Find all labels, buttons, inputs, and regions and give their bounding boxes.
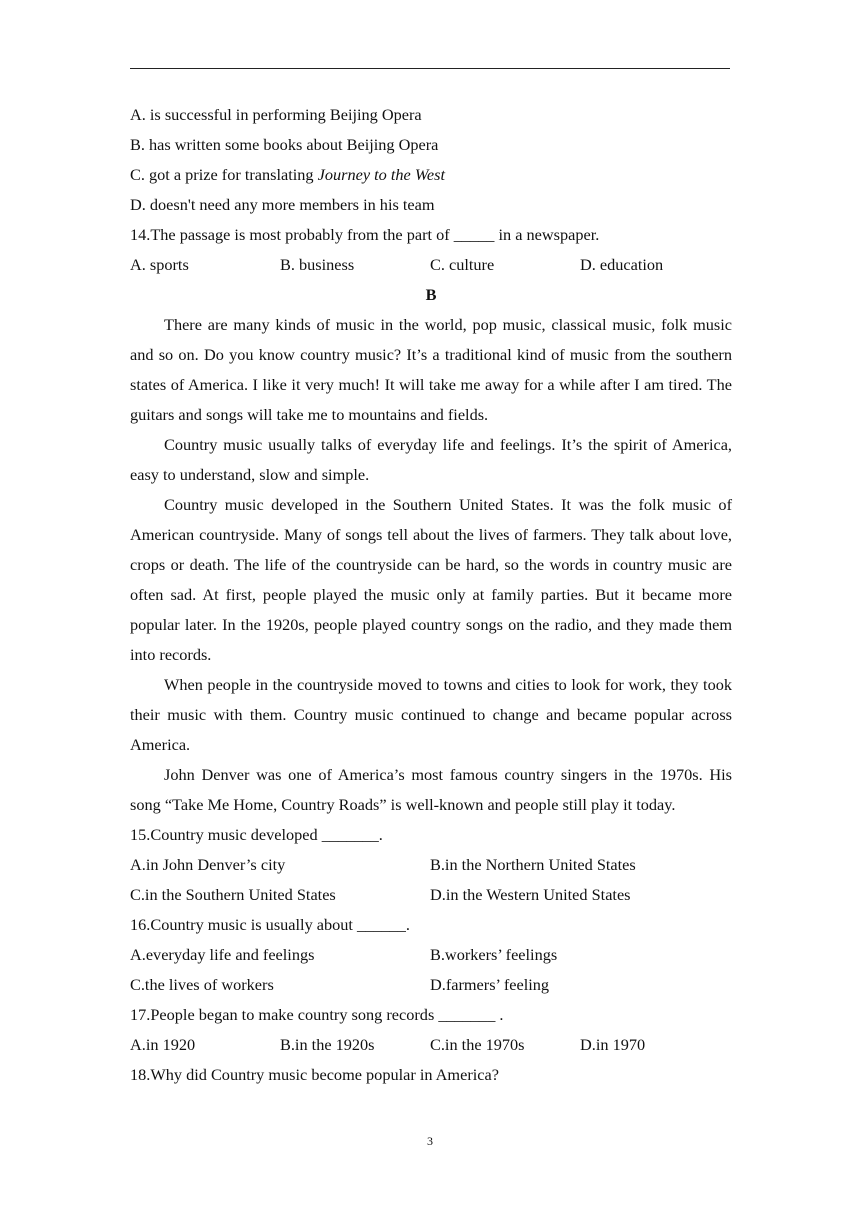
q14-option-a: A. sports	[130, 255, 189, 274]
page-content	[130, 100, 732, 1090]
passage-paragraph-1: There are many kinds of music in the world, pop music, classical music, folk music and so on. Do you know country music? It’s a traditional kind of music from the southern states of America. I like it very much! It will take me away for a while after I am tired. The guitars and songs will take me to mountains and fields.	[130, 315, 732, 424]
q13-option-a: A. is successful in performing Beijing Opera	[130, 105, 422, 124]
q15-option-d: D.in the Western United States	[430, 885, 631, 904]
passage-paragraph-3: Country music developed in the Southern United States. It was the folk music of American countryside. Many of songs tell about the lives of farmers. They talk about love, crops or death. The life of the countryside can be hard, so the words in country music are often sad. At first, people played the music only at family parties. But it became more popular later. In the 1920s, people played country songs on the radio, and they made them into records.	[130, 495, 732, 664]
q14-option-c: C. culture	[430, 255, 495, 274]
q13-option-c-text: C. got a prize for translating	[130, 165, 318, 184]
q15-options-row-1	[130, 850, 732, 880]
book-title: Journey to the West	[317, 165, 445, 184]
q14-options	[130, 250, 732, 280]
q15-options-row-2	[130, 880, 732, 910]
passage-paragraph-4: When people in the countryside moved to towns and cities to look for work, they took their music with them. Country music continued to change and became popular across America.	[130, 675, 732, 754]
passage-paragraph-2: Country music usually talks of everyday life and feelings. It’s the spirit of America, easy to understand, slow and simple.	[130, 435, 732, 484]
q17-option-b: B.in the 1920s	[280, 1035, 375, 1054]
header-rule	[130, 68, 730, 69]
q15-stem: 15.Country music developed _______.	[130, 825, 383, 844]
q16-options-row-1	[130, 940, 732, 970]
q16-option-b: B.workers’ feelings	[430, 945, 558, 964]
q17-stem: 17.People began to make country song records _______ .	[130, 1005, 504, 1024]
q16-options-row-2	[130, 970, 732, 1000]
section-title: B	[425, 285, 437, 304]
q15-option-a: A.in John Denver’s city	[130, 855, 286, 874]
q17-option-a: A.in 1920	[130, 1035, 196, 1054]
q14-option-b: B. business	[280, 255, 355, 274]
q13-option-b: B. has written some books about Beijing Opera	[130, 135, 439, 154]
q17-options	[130, 1030, 732, 1060]
q17-option-d: D.in 1970	[580, 1035, 646, 1054]
q13-option-c	[130, 160, 732, 190]
page-number: 3	[427, 1134, 433, 1148]
q14-option-d: D. education	[580, 255, 664, 274]
q16-option-d: D.farmers’ feeling	[430, 975, 550, 994]
q16-option-a: A.everyday life and feelings	[130, 945, 315, 964]
q18-stem: 18.Why did Country music become popular in America?	[130, 1065, 499, 1084]
q13-option-d: D. doesn't need any more members in his team	[130, 195, 435, 214]
q15-option-b: B.in the Northern United States	[430, 855, 636, 874]
q14-stem: 14.The passage is most probably from the part of _____ in a newspaper.	[130, 225, 600, 244]
q16-option-c: C.the lives of workers	[130, 975, 274, 994]
q15-option-c: C.in the Southern United States	[130, 885, 336, 904]
passage-paragraph-5: John Denver was one of America’s most famous country singers in the 1970s. His song “Take Me Home, Country Roads” is well-known and people still play it today.	[130, 765, 732, 814]
q17-option-c: C.in the 1970s	[430, 1035, 525, 1054]
q16-stem: 16.Country music is usually about ______.	[130, 915, 410, 934]
